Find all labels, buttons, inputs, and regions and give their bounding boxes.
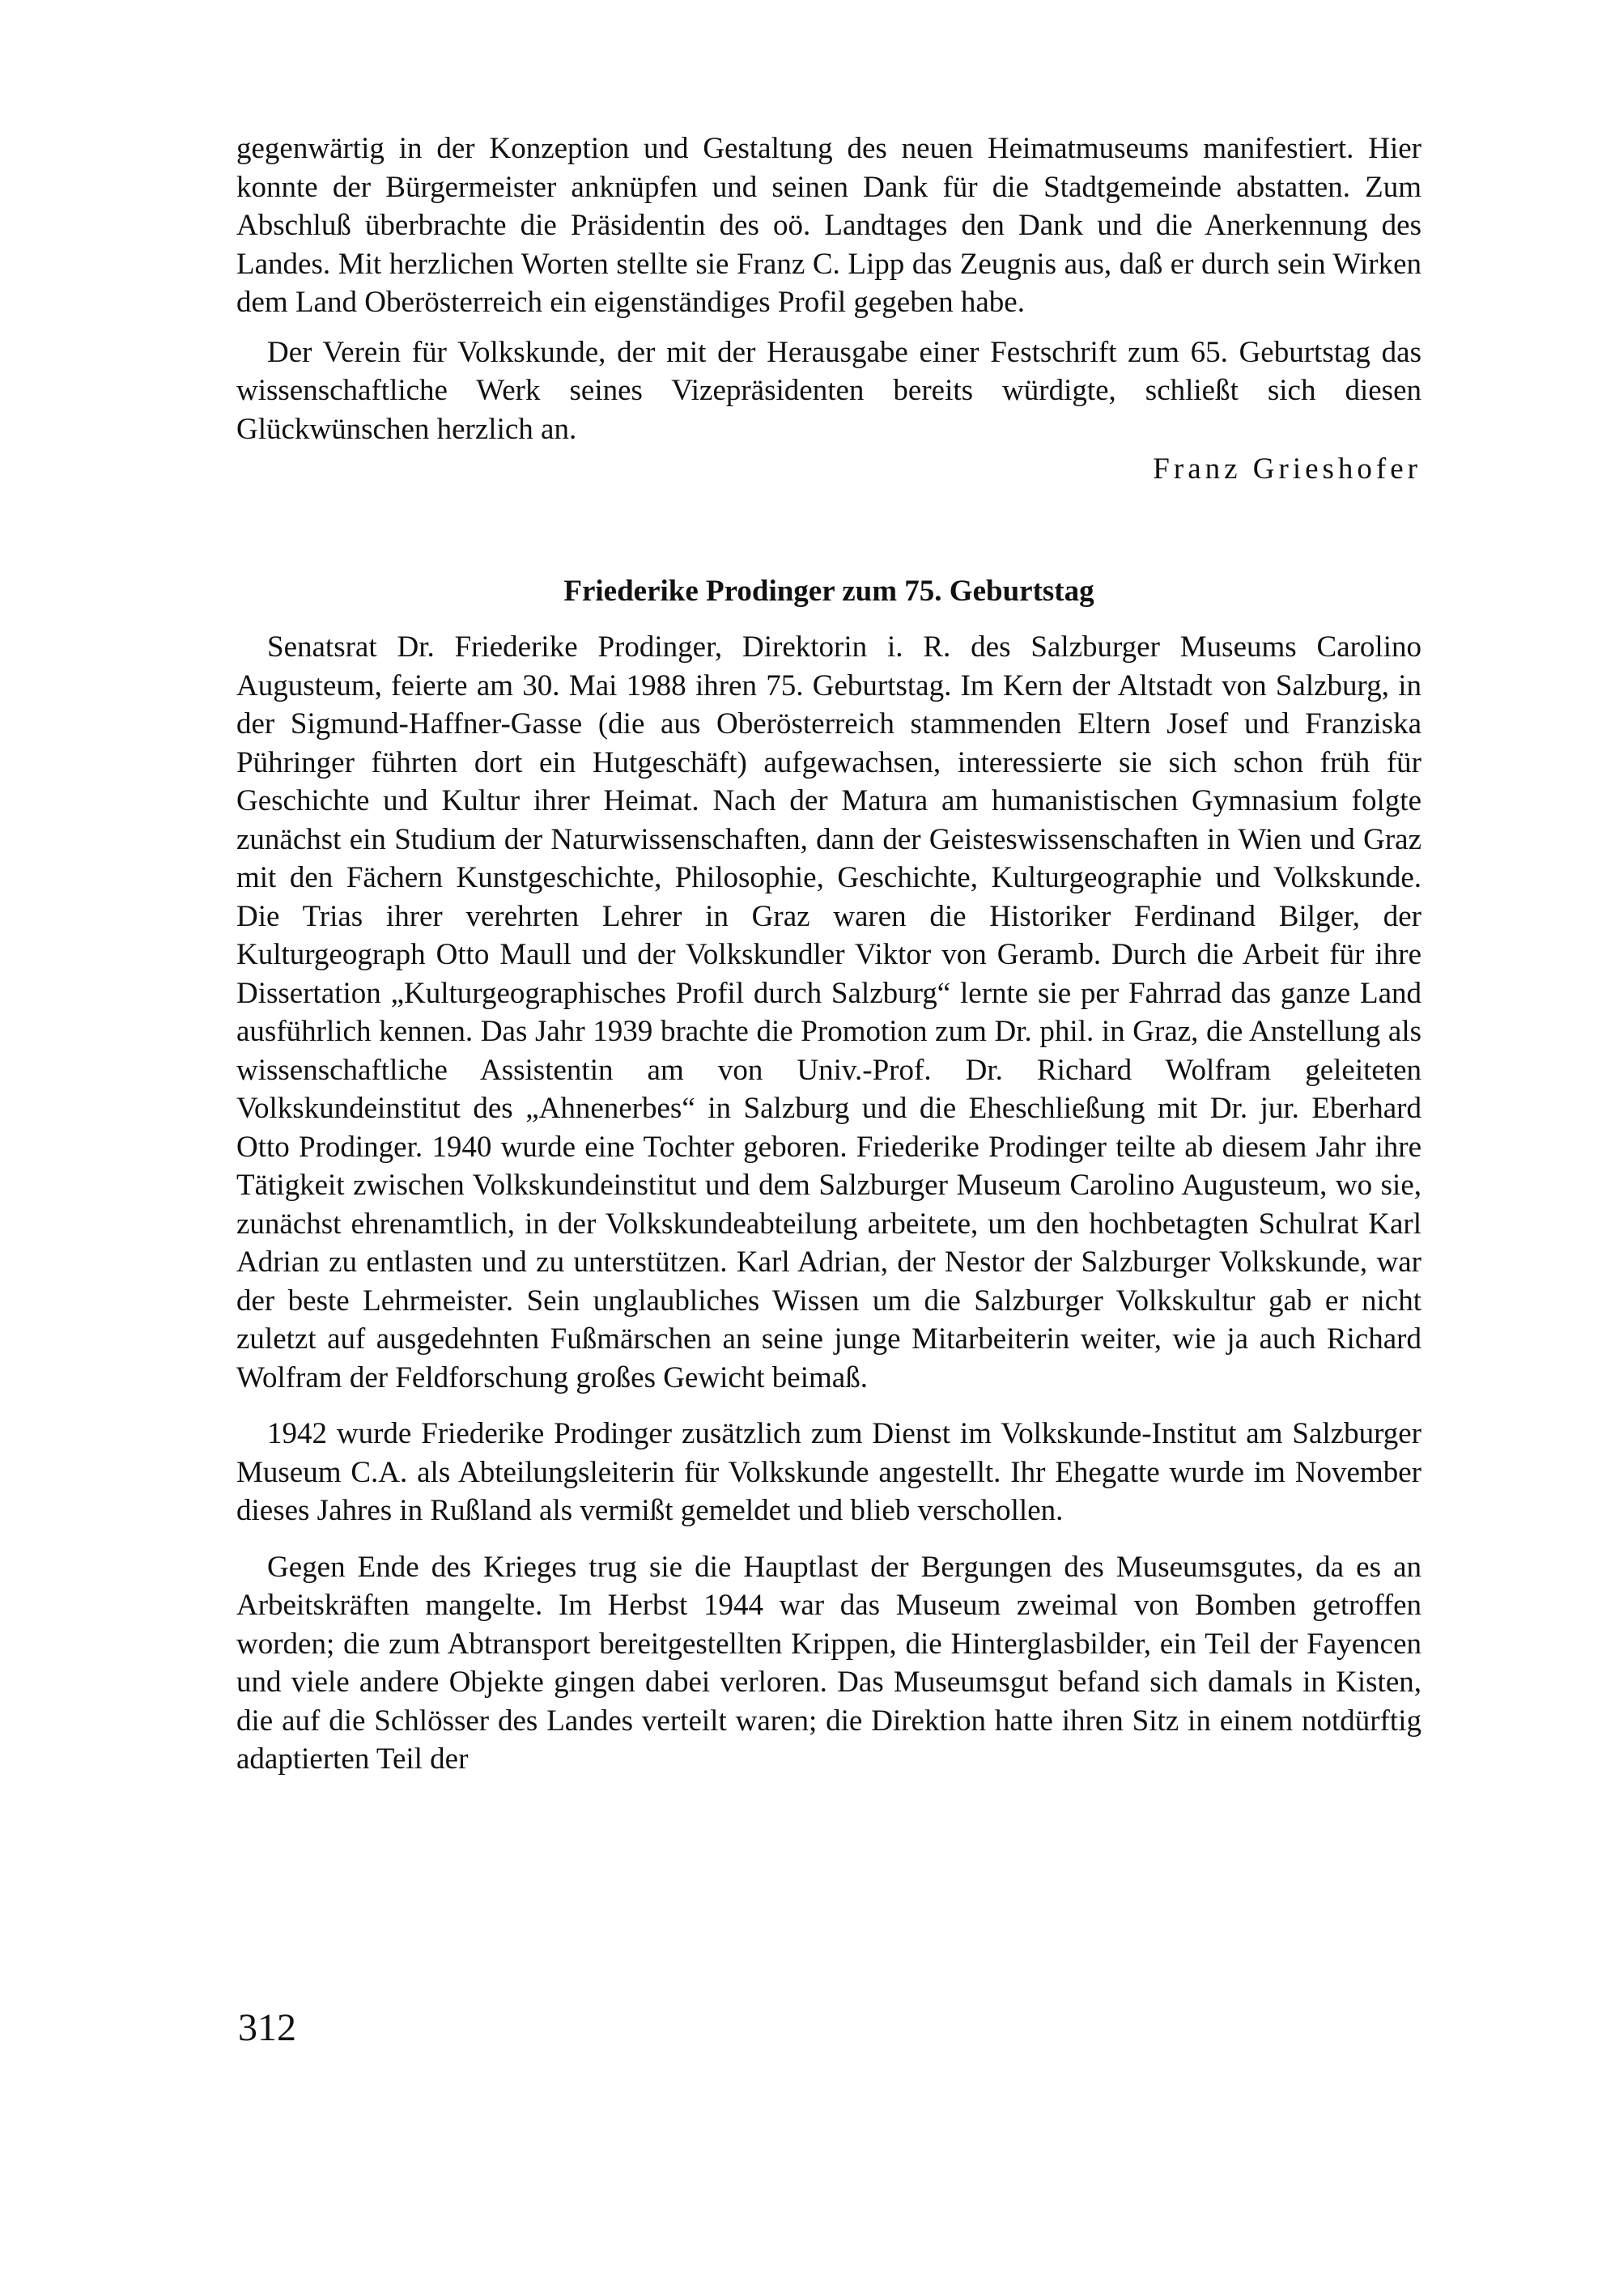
author-signature: Franz Grieshofer bbox=[1153, 452, 1421, 486]
paragraph-1942: 1942 wurde Friederike Prodinger zusätzlich zum Dienst im Volkskunde-Institut am Salzburger Museum C.A. als Abteilungsleiterin für Volkskunde angestellt. Ihr Ehegatte wurde im November dieses Jahres in Rußland als vermißt gemeldet und blieb verschollen. bbox=[236, 1417, 1421, 1527]
document-page bbox=[236, 129, 1421, 1779]
paragraph-biography: Senatsrat Dr. Friederike Prodinger, Direktorin i. R. des Salzburger Museums Carolino Augusteum, feierte am 30. Mai 1988 ihren 75. Geburtstag. Im Kern der Altstadt von Salzburg, in der Sigmund-Haffner-Gasse (die aus Oberösterreich stammenden Eltern Josef und Franziska Pühringer führten dort ein Hutgeschäft) aufgewachsen, interessierte sie sich schon früh für Geschichte und Kultur ihrer Heimat. Nach der Matura am humanistischen Gymnasium folgte zunächst ein Studium der Naturwissenschaften, dann der Geisteswissenschaften in Wien und Graz mit den Fächern Kunstgeschichte, Philosophie, Geschichte, Kulturgeographie und Volkskunde. Die Trias ihrer verehrten Lehrer in Graz waren die Historiker Ferdinand Bilger, der Kulturgeograph Otto Maull und der Volkskundler Viktor von Geramb. Durch die Arbeit für ihre Dissertation „Kulturgeographisches Profil durch Salzburg“ lernte sie per Fahrrad das ganze Land ausführlich kennen. Das Jahr 1939 brachte die Promotion zum Dr. phil. in Graz, die Anstellung als wissenschaftliche Assistentin am von Univ.-Prof. Dr. Richard Wolfram geleiteten Volkskundeinstitut des „Ahnenerbes“ in Salzburg und die Eheschließung mit Dr. jur. Eberhard Otto Prodinger. 1940 wurde eine Tochter geboren. Friederike Prodinger teilte ab diesem Jahr ihre Tätigkeit zwischen Volkskundeinstitut und dem Salzburger Museum Carolino Augusteum, wo sie, zunächst ehrenamtlich, in der Volkskundeabteilung arbeitete, um den hochbetagten Schulrat Karl Adrian zu entlasten und zu unterstützen. Karl Adrian, der Nestor der Salzburger Volkskunde, war der beste Lehrmeister. Sein unglaubliches Wissen um die Salzburger Volkskultur gab er nicht zuletzt auf ausgedehnten Fußmärschen an seine junge Mitarbeiterin weiter, wie ja auch Richard Wolfram der Feldforschung großes Gewicht beimaß. bbox=[236, 630, 1421, 1394]
paragraph-verein: Der Verein für Volkskunde, der mit der Herausgabe einer Festschrift zum 65. Geburtstag das wissenschaftliche Werk seines Vizepräsidenten bereits würdigte, schließt sich diesen Glückwünschen herzlich an. bbox=[236, 335, 1421, 446]
article-prodinger bbox=[236, 572, 1421, 1779]
paragraph-war-end: Gegen Ende des Krieges trug sie die Hauptlast der Bergungen des Museumsgutes, da es an Arbeitskräften mangelte. Im Herbst 1944 war das Museum zweimal von Bomben getroffen worden; die zum Abtransport bereitgestellten Krippen, die Hinterglasbilder, ein Teil der Fayencen und viele andere Objekte gingen dabei verloren. Das Museumsgut befand sich damals in Kisten, die auf die Schlösser des Landes verteilt waren; die Direktion hatte ihren Sitz in einem notdürftig adaptierten Teil der bbox=[236, 1550, 1421, 1776]
previous-article-ending bbox=[236, 129, 1421, 489]
article-title: Friederike Prodinger zum 75. Geburtstag bbox=[563, 574, 1094, 608]
paragraph-continuation: gegenwärtig in der Konzeption und Gestaltung des neuen Heimatmuseums manifestiert. Hier konnte der Bürgermeister anknüpfen und seinen Dank für die Stadtgemeinde abstatten. Zum Abschluß überbrachte die Präsidentin des oö. Landtages den Dank und die Anerkennung des Landes. Mit herzlichen Worten stellte sie Franz C. Lipp das Zeugnis aus, daß er durch sein Wirken dem Land Oberösterreich ein eigenständiges Profil gegeben habe. bbox=[236, 132, 1421, 319]
page-number: 312 bbox=[238, 2006, 296, 2049]
